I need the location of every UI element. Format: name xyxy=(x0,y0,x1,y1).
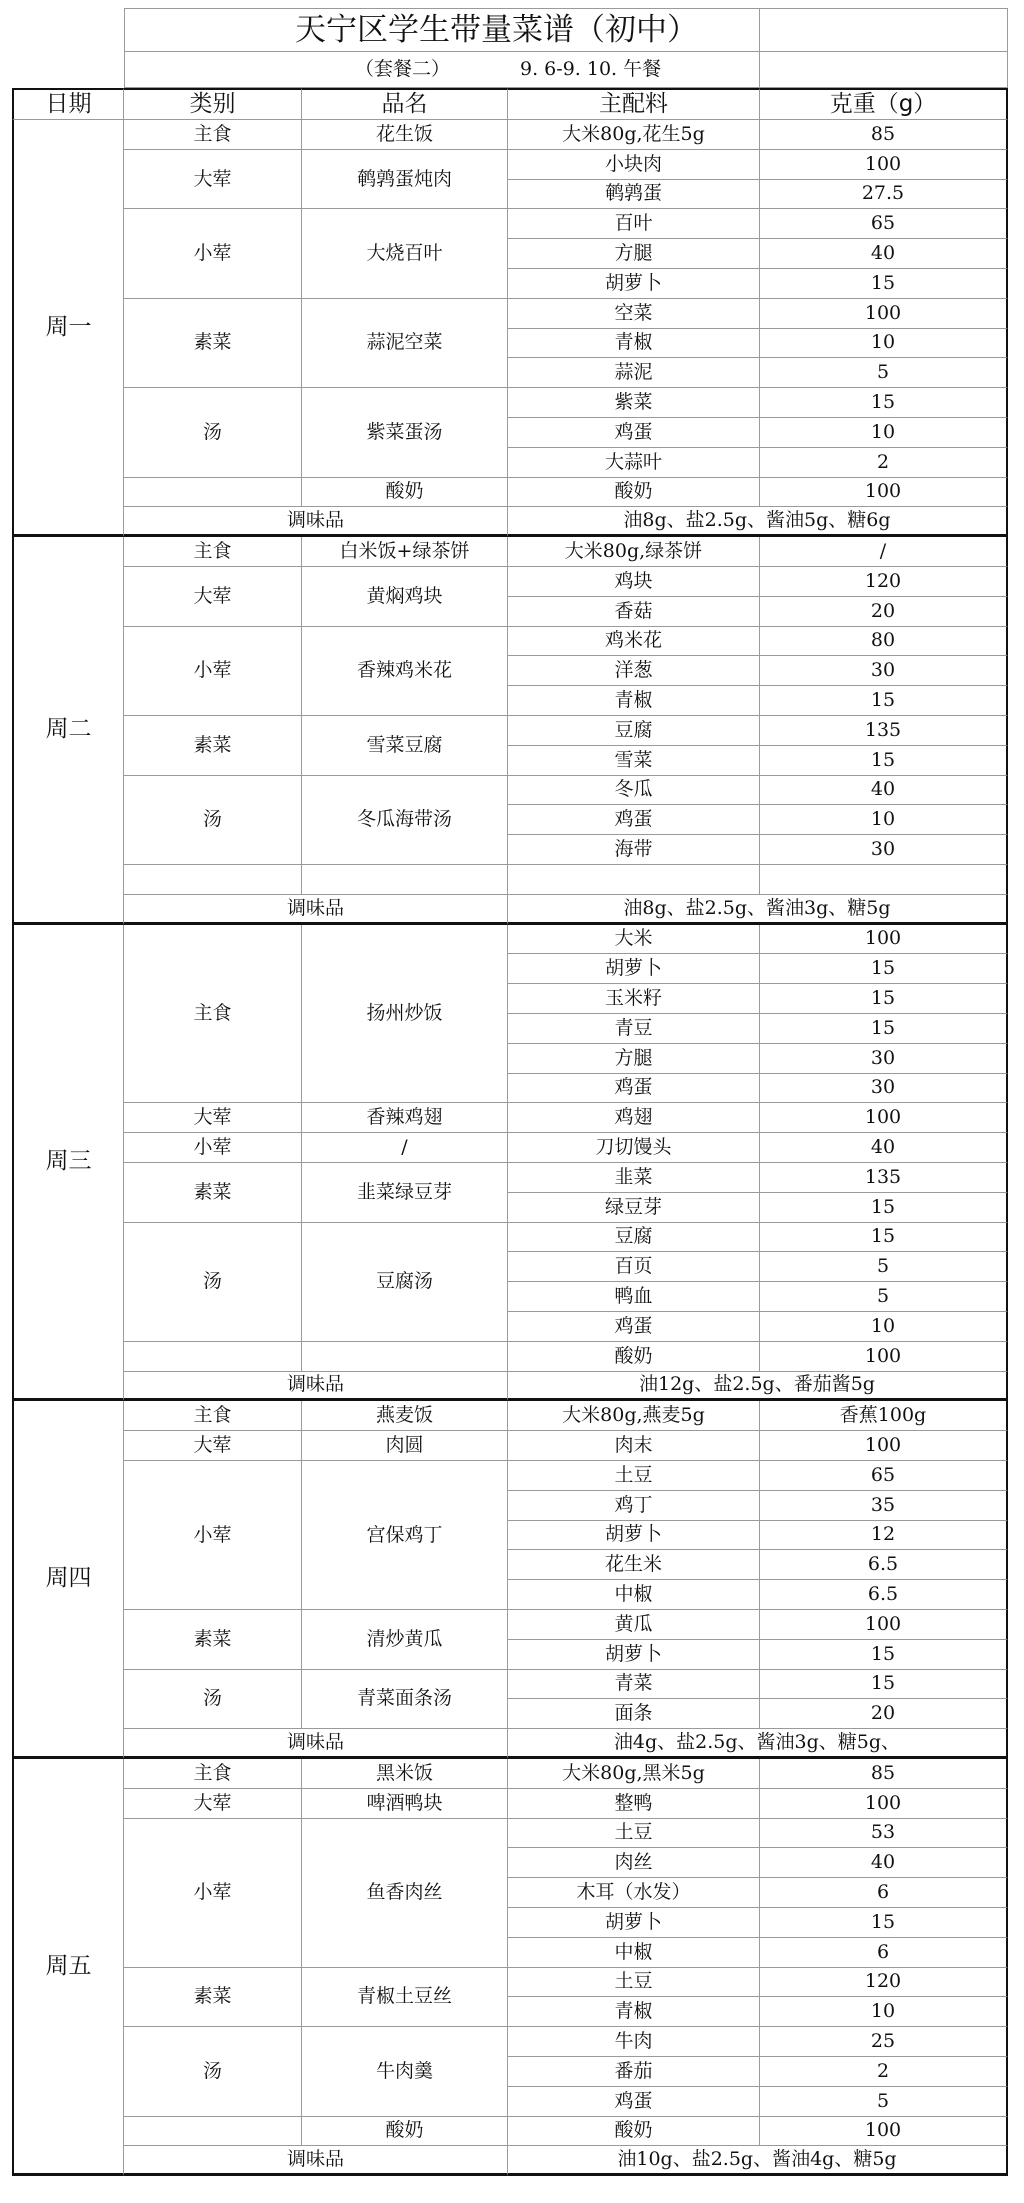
dish-cell: 韭菜绿豆芽 xyxy=(302,1163,508,1223)
weight-cell: 135 xyxy=(760,716,1008,746)
title-blank-cell xyxy=(760,8,1008,52)
ingredient-cell: 洋葱 xyxy=(508,656,760,686)
weight-cell: 30 xyxy=(760,1074,1008,1104)
category-cell xyxy=(124,2117,302,2147)
dish-cell: 青菜面条汤 xyxy=(302,1670,508,1730)
dish-cell: 牛肉羹 xyxy=(302,2027,508,2116)
header-weight: 克重（g） xyxy=(760,88,1008,120)
subtitle xyxy=(124,52,760,88)
dish-cell: 冬瓜海带汤 xyxy=(302,776,508,865)
weight-cell: 5 xyxy=(760,1282,1008,1312)
day-label: 周四 xyxy=(12,1401,124,1759)
category-cell xyxy=(124,1342,302,1372)
weight-cell xyxy=(760,865,1008,895)
weight-cell: 15 xyxy=(760,1223,1008,1253)
category-cell: 主食 xyxy=(124,1401,302,1431)
weight-cell: 85 xyxy=(760,1759,1008,1789)
dish-cell: 豆腐汤 xyxy=(302,1223,508,1342)
ingredient-cell: 肉末 xyxy=(508,1431,760,1461)
ingredient-cell: 韭菜 xyxy=(508,1163,760,1193)
ingredient-cell: 青椒 xyxy=(508,1997,760,2027)
dish-cell: 紫菜蛋汤 xyxy=(302,388,508,477)
seasoning-label: 调味品 xyxy=(124,1729,508,1759)
seasoning-value: 油12g、盐2.5g、番茄酱5g xyxy=(508,1372,1008,1402)
weight-cell: 25 xyxy=(760,2027,1008,2057)
ingredient-cell: 豆腐 xyxy=(508,1223,760,1253)
weight-cell: 6 xyxy=(760,1938,1008,1968)
ingredient-cell: 番茄 xyxy=(508,2057,760,2087)
weight-cell: 6.5 xyxy=(760,1580,1008,1610)
ingredient-cell: 大米 xyxy=(508,925,760,955)
ingredient-cell: 肉丝 xyxy=(508,1848,760,1878)
dish-cell: 扬州炒饭 xyxy=(302,925,508,1104)
dish-cell: 香辣鸡翅 xyxy=(302,1103,508,1133)
ingredient-cell: 百页 xyxy=(508,1252,760,1282)
ingredient-cell: 酸奶 xyxy=(508,2117,760,2147)
weight-cell: 100 xyxy=(760,299,1008,329)
seasoning-value: 油8g、盐2.5g、酱油5g、糖6g xyxy=(508,507,1008,537)
ingredient-cell: 青菜 xyxy=(508,1670,760,1700)
ingredient-cell: 大米80g,绿茶饼 xyxy=(508,537,760,567)
header-date: 日期 xyxy=(12,88,124,120)
ingredient-cell: 鸭血 xyxy=(508,1282,760,1312)
ingredient-cell: 鸡翅 xyxy=(508,1103,760,1133)
category-cell: 素菜 xyxy=(124,299,302,388)
weight-cell: 20 xyxy=(760,1699,1008,1729)
ingredient-cell: 玉米籽 xyxy=(508,984,760,1014)
page-title: 天宁区学生带量菜谱（初中） xyxy=(124,8,760,52)
dish-cell: 花生饭 xyxy=(302,120,508,150)
weight-cell: 100 xyxy=(760,1431,1008,1461)
ingredient-cell: 牛肉 xyxy=(508,2027,760,2057)
dish-cell xyxy=(302,865,508,895)
ingredient-cell: 鸡丁 xyxy=(508,1491,760,1521)
date-range: 9. 6-9. 10. 午餐 xyxy=(520,58,662,80)
ingredient-cell: 香菇 xyxy=(508,597,760,627)
ingredient-cell: 酸奶 xyxy=(508,1342,760,1372)
ingredient-cell: 花生米 xyxy=(508,1550,760,1580)
ingredient-cell: 小块肉 xyxy=(508,150,760,180)
weight-cell: 100 xyxy=(760,1789,1008,1819)
weight-cell: 10 xyxy=(760,1997,1008,2027)
weight-cell: 2 xyxy=(760,2057,1008,2087)
ingredient-cell: 胡萝卜 xyxy=(508,1640,760,1670)
weight-cell: 100 xyxy=(760,925,1008,955)
dish-cell: 白米饭+绿茶饼 xyxy=(302,537,508,567)
category-cell: 大荤 xyxy=(124,1103,302,1133)
weight-cell: 15 xyxy=(760,984,1008,1014)
category-cell: 汤 xyxy=(124,388,302,477)
ingredient-cell: 木耳（水发） xyxy=(508,1878,760,1908)
weight-cell: 2 xyxy=(760,448,1008,478)
ingredient-cell: 青豆 xyxy=(508,1014,760,1044)
weight-cell: 香蕉100g xyxy=(760,1401,1008,1431)
seasoning-label: 调味品 xyxy=(124,2146,508,2176)
weight-cell: 6 xyxy=(760,1878,1008,1908)
ingredient-cell: 大蒜叶 xyxy=(508,448,760,478)
dish-cell: 酸奶 xyxy=(302,2117,508,2147)
ingredient-cell: 鸡蛋 xyxy=(508,805,760,835)
ingredient-cell: 蒜泥 xyxy=(508,358,760,388)
weight-cell: 35 xyxy=(760,1491,1008,1521)
ingredient-cell: 整鸭 xyxy=(508,1789,760,1819)
weight-cell: 100 xyxy=(760,150,1008,180)
ingredient-cell: 大米80g,花生5g xyxy=(508,120,760,150)
weight-cell: 5 xyxy=(760,1252,1008,1282)
weight-cell: 120 xyxy=(760,1968,1008,1998)
dish-cell: 酸奶 xyxy=(302,478,508,508)
ingredient-cell: 鹌鹑蛋 xyxy=(508,180,760,210)
ingredient-cell: 鸡蛋 xyxy=(508,2087,760,2117)
ingredient-cell: 青椒 xyxy=(508,329,760,359)
weight-cell: 15 xyxy=(760,269,1008,299)
category-cell: 主食 xyxy=(124,925,302,1104)
dish-cell: 鱼香肉丝 xyxy=(302,1819,508,1968)
weight-cell: 10 xyxy=(760,418,1008,448)
seasoning-label: 调味品 xyxy=(124,895,508,925)
ingredient-cell: 大米80g,燕麦5g xyxy=(508,1401,760,1431)
category-cell: 小荤 xyxy=(124,1819,302,1968)
dish-cell: 雪菜豆腐 xyxy=(302,716,508,776)
dish-cell xyxy=(302,1342,508,1372)
header-ingredients: 主配料 xyxy=(508,88,760,120)
weight-cell: 15 xyxy=(760,954,1008,984)
weight-cell: 15 xyxy=(760,1193,1008,1223)
weight-cell: 65 xyxy=(760,1461,1008,1491)
ingredient-cell: 空菜 xyxy=(508,299,760,329)
weight-cell: 15 xyxy=(760,1670,1008,1700)
category-cell: 主食 xyxy=(124,537,302,567)
ingredient-cell: 面条 xyxy=(508,1699,760,1729)
ingredient-cell: 中椒 xyxy=(508,1938,760,1968)
weight-cell: 15 xyxy=(760,686,1008,716)
ingredient-cell: 海带 xyxy=(508,835,760,865)
category-cell: 小荤 xyxy=(124,1461,302,1610)
dish-cell: 清炒黄瓜 xyxy=(302,1610,508,1670)
weight-cell: 15 xyxy=(760,1640,1008,1670)
dish-cell: 啤酒鸭块 xyxy=(302,1789,508,1819)
ingredient-cell: 刀切馒头 xyxy=(508,1133,760,1163)
seasoning-label: 调味品 xyxy=(124,1372,508,1402)
weight-cell: 100 xyxy=(760,1342,1008,1372)
ingredient-cell: 青椒 xyxy=(508,686,760,716)
category-cell: 素菜 xyxy=(124,1610,302,1670)
weight-cell: / xyxy=(760,537,1008,567)
category-cell: 大荤 xyxy=(124,1431,302,1461)
dish-cell: 大烧百叶 xyxy=(302,209,508,298)
weight-cell: 15 xyxy=(760,746,1008,776)
subtitle-blank-cell xyxy=(760,52,1008,88)
dish-cell: 燕麦饭 xyxy=(302,1401,508,1431)
category-cell: 汤 xyxy=(124,776,302,865)
weight-cell: 40 xyxy=(760,239,1008,269)
weight-cell: 10 xyxy=(760,805,1008,835)
weight-cell: 10 xyxy=(760,1312,1008,1342)
seasoning-value: 油10g、盐2.5g、酱油4g、糖5g xyxy=(508,2146,1008,2176)
weight-cell: 27.5 xyxy=(760,180,1008,210)
ingredient-cell: 鸡块 xyxy=(508,567,760,597)
dish-cell: 肉圆 xyxy=(302,1431,508,1461)
ingredient-cell: 胡萝卜 xyxy=(508,1521,760,1551)
ingredient-cell: 鸡米花 xyxy=(508,627,760,657)
category-cell: 汤 xyxy=(124,1223,302,1342)
seasoning-label: 调味品 xyxy=(124,507,508,537)
weight-cell: 15 xyxy=(760,1014,1008,1044)
ingredient-cell: 胡萝卜 xyxy=(508,1908,760,1938)
category-cell: 小荤 xyxy=(124,1133,302,1163)
weight-cell: 85 xyxy=(760,120,1008,150)
ingredient-cell: 黄瓜 xyxy=(508,1610,760,1640)
category-cell xyxy=(124,865,302,895)
weight-cell: 15 xyxy=(760,388,1008,418)
category-cell: 素菜 xyxy=(124,716,302,776)
category-cell: 汤 xyxy=(124,1670,302,1730)
header-dish: 品名 xyxy=(302,88,508,120)
ingredient-cell: 胡萝卜 xyxy=(508,954,760,984)
seasoning-value: 油4g、盐2.5g、酱油3g、糖5g、 xyxy=(508,1729,1008,1759)
set-label: （套餐二） xyxy=(355,58,451,80)
ingredient-cell: 方腿 xyxy=(508,1044,760,1074)
ingredient-cell: 百叶 xyxy=(508,209,760,239)
category-cell: 小荤 xyxy=(124,627,302,716)
ingredient-cell: 大米80g,黑米5g xyxy=(508,1759,760,1789)
weight-cell: 30 xyxy=(760,656,1008,686)
category-cell: 素菜 xyxy=(124,1968,302,2028)
ingredient-cell: 雪菜 xyxy=(508,746,760,776)
ingredient-cell: 中椒 xyxy=(508,1580,760,1610)
ingredient-cell: 酸奶 xyxy=(508,478,760,508)
dish-cell: / xyxy=(302,1133,508,1163)
ingredient-cell: 鸡蛋 xyxy=(508,418,760,448)
weight-cell: 135 xyxy=(760,1163,1008,1193)
weight-cell: 65 xyxy=(760,209,1008,239)
category-cell: 主食 xyxy=(124,120,302,150)
weight-cell: 100 xyxy=(760,2117,1008,2147)
ingredient-cell: 胡萝卜 xyxy=(508,269,760,299)
day-label: 周五 xyxy=(12,1759,124,2176)
weight-cell: 20 xyxy=(760,597,1008,627)
day-label: 周二 xyxy=(12,537,124,924)
dish-cell: 鹌鹑蛋炖肉 xyxy=(302,150,508,210)
weight-cell: 6.5 xyxy=(760,1550,1008,1580)
dish-cell: 宫保鸡丁 xyxy=(302,1461,508,1610)
weight-cell: 100 xyxy=(760,1610,1008,1640)
weight-cell: 5 xyxy=(760,2087,1008,2117)
dish-cell: 青椒土豆丝 xyxy=(302,1968,508,2028)
weight-cell: 53 xyxy=(760,1819,1008,1849)
dish-cell: 蒜泥空菜 xyxy=(302,299,508,388)
category-cell: 大荤 xyxy=(124,1789,302,1819)
weight-cell: 100 xyxy=(760,1103,1008,1133)
category-cell: 素菜 xyxy=(124,1163,302,1223)
seasoning-value: 油8g、盐2.5g、酱油3g、糖5g xyxy=(508,895,1008,925)
category-cell: 汤 xyxy=(124,2027,302,2116)
category-cell: 大荤 xyxy=(124,567,302,627)
ingredient-cell: 绿豆芽 xyxy=(508,1193,760,1223)
ingredient-cell: 方腿 xyxy=(508,239,760,269)
weight-cell: 80 xyxy=(760,627,1008,657)
category-cell: 主食 xyxy=(124,1759,302,1789)
weight-cell: 5 xyxy=(760,358,1008,388)
weight-cell: 10 xyxy=(760,329,1008,359)
ingredient-cell: 冬瓜 xyxy=(508,776,760,806)
weight-cell: 40 xyxy=(760,1133,1008,1163)
header-category: 类别 xyxy=(124,88,302,120)
ingredient-cell: 鸡蛋 xyxy=(508,1312,760,1342)
weight-cell: 30 xyxy=(760,835,1008,865)
dish-cell: 黄焖鸡块 xyxy=(302,567,508,627)
day-label: 周三 xyxy=(12,925,124,1402)
category-cell: 小荤 xyxy=(124,209,302,298)
ingredient-cell: 豆腐 xyxy=(508,716,760,746)
ingredient-cell xyxy=(508,865,760,895)
weight-cell: 100 xyxy=(760,478,1008,508)
ingredient-cell: 土豆 xyxy=(508,1968,760,1998)
ingredient-cell: 土豆 xyxy=(508,1461,760,1491)
ingredient-cell: 紫菜 xyxy=(508,388,760,418)
ingredient-cell: 鸡蛋 xyxy=(508,1074,760,1104)
weight-cell: 30 xyxy=(760,1044,1008,1074)
ingredient-cell: 土豆 xyxy=(508,1819,760,1849)
weight-cell: 40 xyxy=(760,1848,1008,1878)
category-cell: 大荤 xyxy=(124,150,302,210)
category-cell xyxy=(124,478,302,508)
weight-cell: 15 xyxy=(760,1908,1008,1938)
weight-cell: 40 xyxy=(760,776,1008,806)
weight-cell: 12 xyxy=(760,1521,1008,1551)
weight-cell: 120 xyxy=(760,567,1008,597)
day-label: 周一 xyxy=(12,120,124,537)
dish-cell: 黑米饭 xyxy=(302,1759,508,1789)
dish-cell: 香辣鸡米花 xyxy=(302,627,508,716)
